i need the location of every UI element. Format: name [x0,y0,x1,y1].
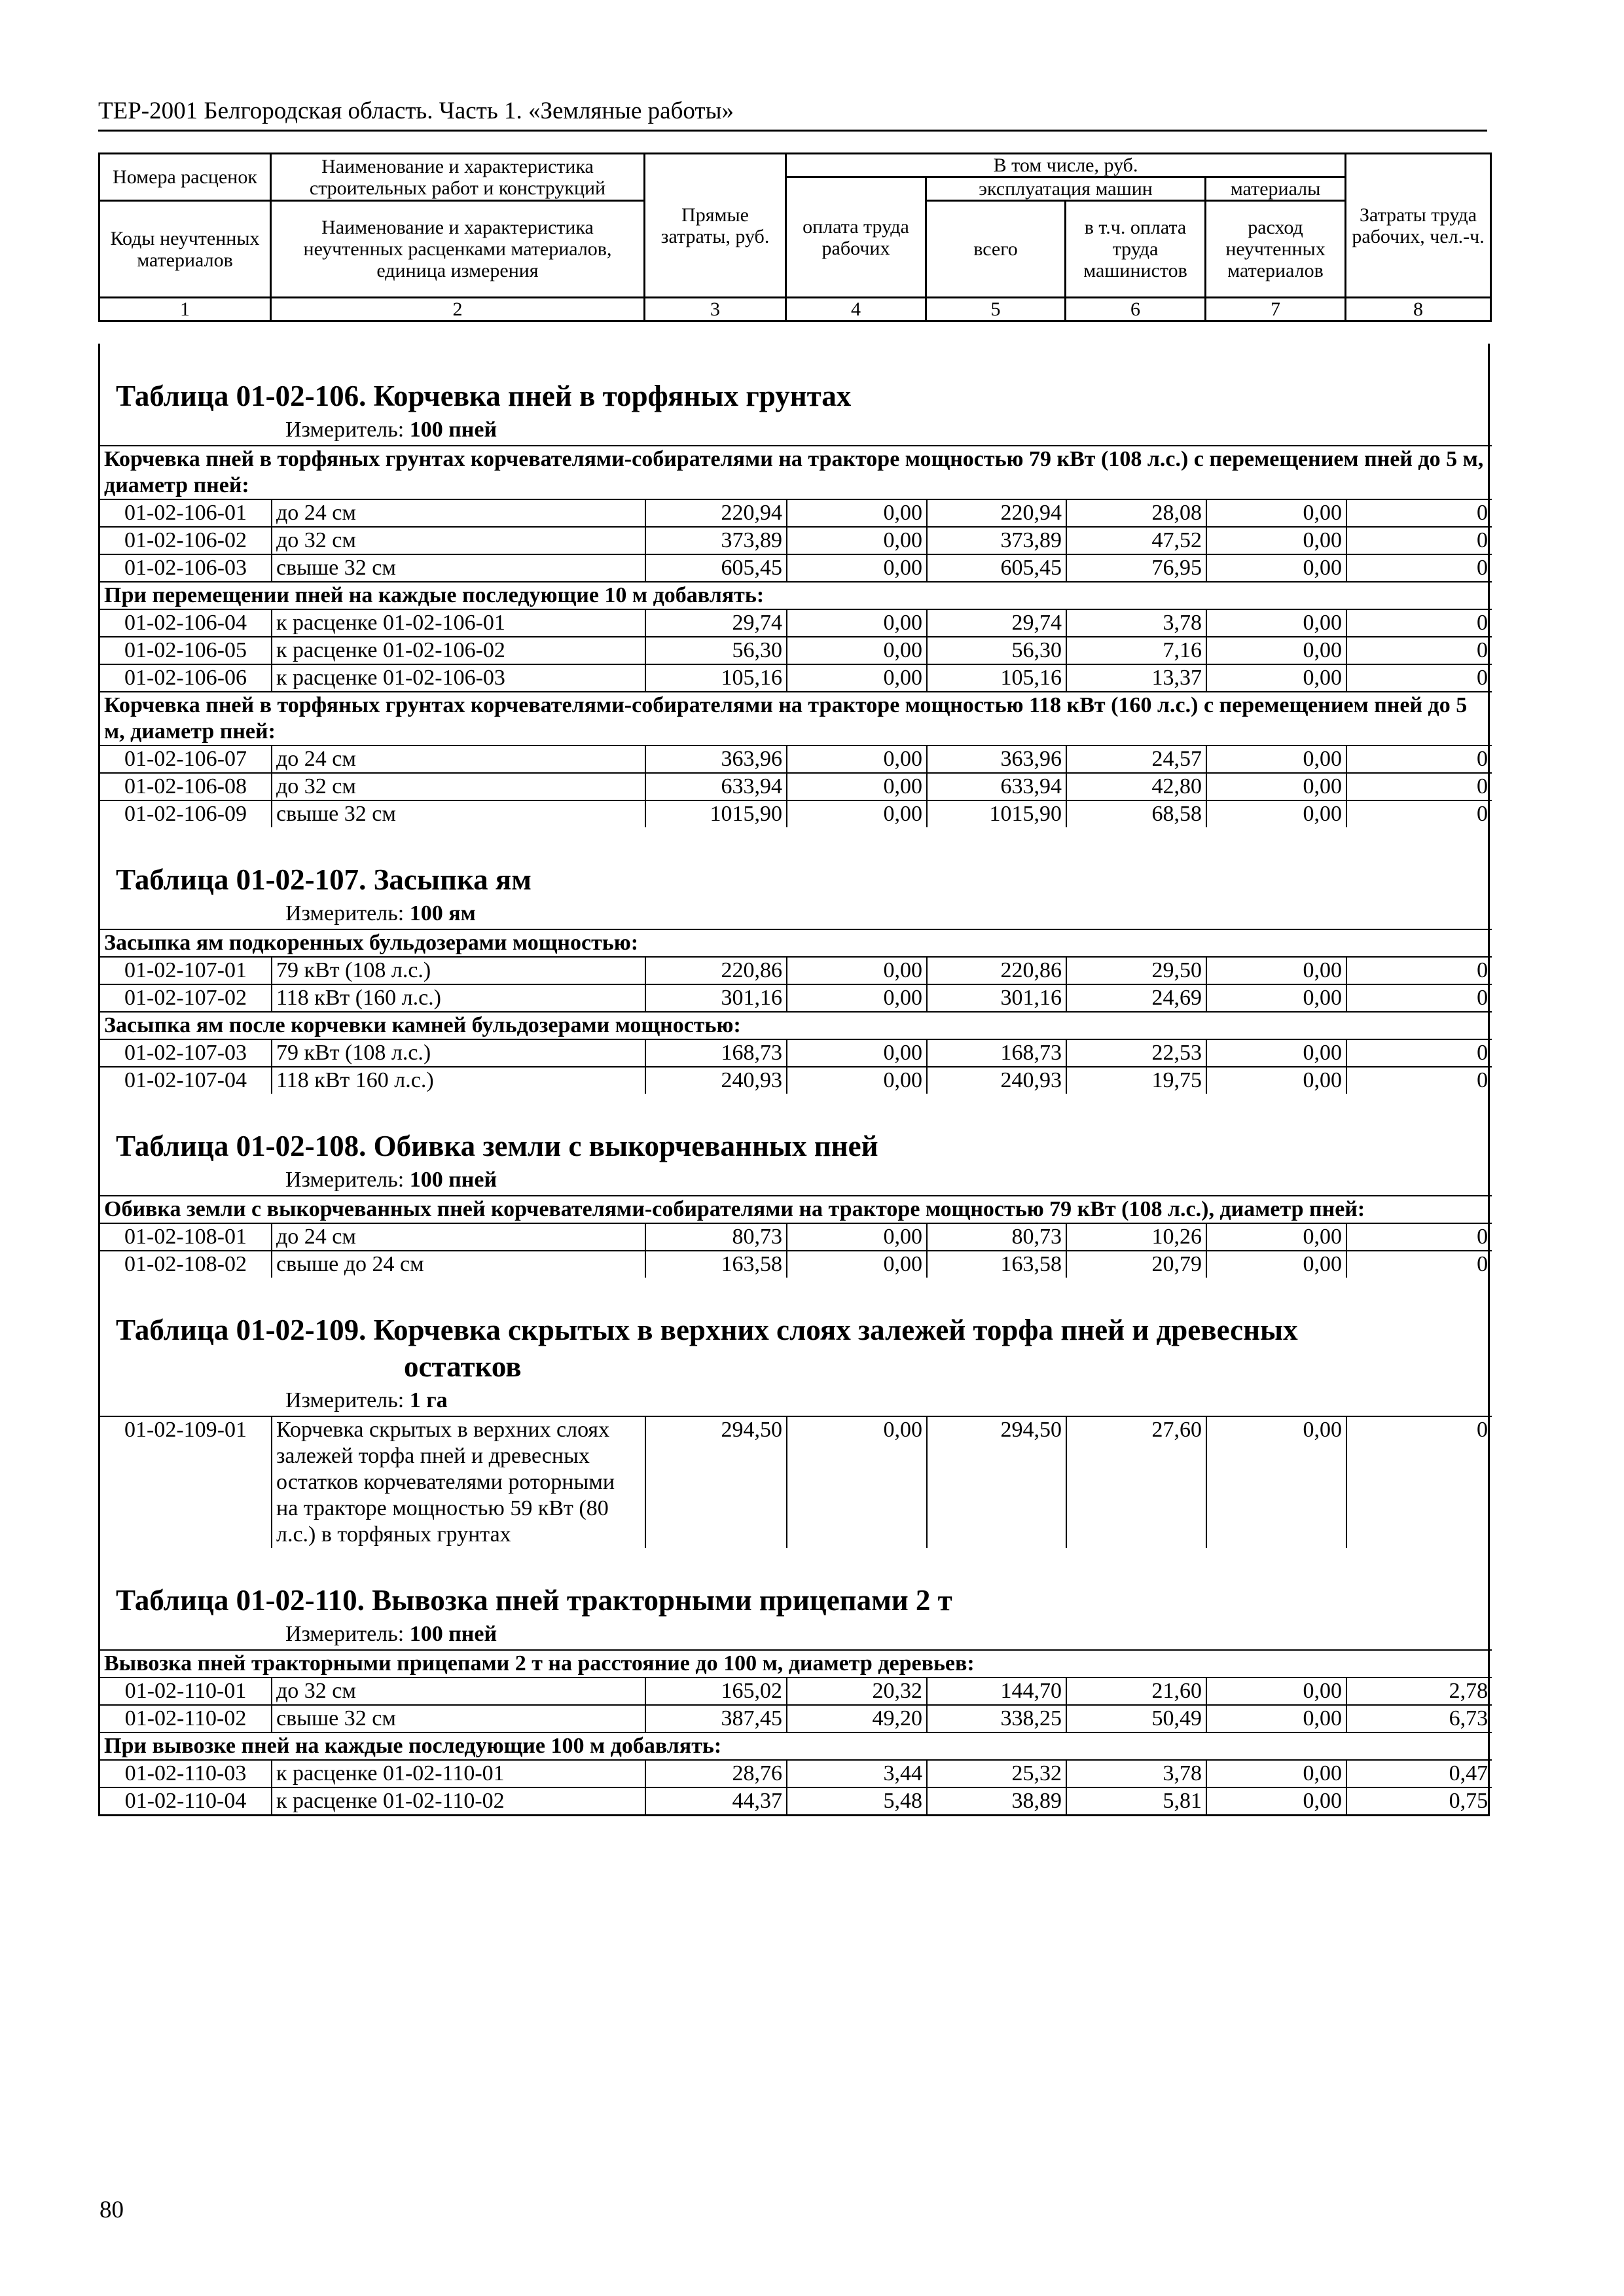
value-cell: 0 [1346,554,1492,582]
value-cell: 0 [1346,637,1492,664]
value-cell: 0,00 [1206,1416,1346,1548]
col-header-worker-pay: оплата труда рабочих [786,177,926,298]
value-cell: 0,00 [1206,984,1346,1012]
rate-code: 01-02-109-01 [100,1416,272,1548]
value-cell: 294,50 [645,1416,787,1548]
value-cell: 0,00 [787,957,927,984]
measure-value: 100 пней [409,1168,497,1192]
rate-code: 01-02-107-04 [100,1067,272,1094]
table-row [100,745,1492,773]
rate-name: к расценке 01-02-110-02 [272,1787,645,1814]
rate-name: к расценке 01-02-106-01 [272,609,645,637]
table-row [100,1677,1492,1705]
table-row [100,1787,1492,1814]
value-cell: 0,00 [1206,1223,1346,1251]
group-header-row [100,1196,1492,1223]
rate-name: к расценке 01-02-106-03 [272,664,645,692]
value-cell: 38,89 [927,1787,1066,1814]
value-cell: 363,96 [927,745,1066,773]
rate-name: свыше 32 см [272,554,645,582]
value-cell: 168,73 [645,1039,787,1067]
measure-label: Измеритель: [285,901,405,925]
value-cell: 56,30 [645,637,787,664]
table-title [100,344,1488,417]
value-cell: 0,00 [1206,637,1346,664]
col-number: 7 [1206,298,1346,321]
rate-name: Корчевка скрытых в верхних слоях залежей торфа пней и древесных остатков корчевателями роторными на тракторе мощностью 59 кВт (80 л.с.) в торфяных грунтах [272,1416,645,1548]
value-cell: 0 [1346,773,1492,800]
value-cell: 240,93 [645,1067,787,1094]
table-title [100,827,1488,901]
measure-value: 100 пней [409,1622,497,1646]
value-cell: 0,00 [787,1039,927,1067]
value-cell: 56,30 [927,637,1066,664]
col-header-direct-costs: Прямые затраты, руб. [645,154,786,298]
group-header-row [100,1012,1492,1039]
value-cell: 22,53 [1066,1039,1206,1067]
table-row [100,1760,1492,1787]
measure-value: 1 га [409,1388,448,1412]
value-cell: 10,26 [1066,1223,1206,1251]
group-header-row [100,1732,1492,1760]
col-header-unaccounted-materials: расход неучтенных материалов [1206,201,1346,298]
col-number: 6 [1066,298,1206,321]
value-cell: 240,93 [927,1067,1066,1094]
value-cell: 76,95 [1066,554,1206,582]
table-row [100,527,1492,554]
rate-code: 01-02-106-03 [100,554,272,582]
table-title [100,1094,1488,1167]
value-cell: 0,00 [1206,1039,1346,1067]
value-cell: 21,60 [1066,1677,1206,1705]
col-header-machines-total: всего [926,201,1066,298]
value-cell: 24,69 [1066,984,1206,1012]
rate-name: до 24 см [272,1223,645,1251]
value-cell: 3,44 [787,1760,927,1787]
value-cell: 0 [1346,1223,1492,1251]
measure-unit [100,901,1488,929]
rate-name: до 32 см [272,773,645,800]
value-cell: 7,16 [1066,637,1206,664]
column-header-table [98,152,1492,322]
rate-name: до 24 см [272,499,645,527]
rate-name: до 24 см [272,745,645,773]
value-cell: 220,86 [927,957,1066,984]
value-cell: 168,73 [927,1039,1066,1067]
value-cell: 0,00 [1206,1787,1346,1814]
value-cell: 0,00 [1206,957,1346,984]
value-cell: 27,60 [1066,1416,1206,1548]
col-header-materials: материалы [1206,177,1346,201]
value-cell: 0,00 [787,800,927,827]
value-cell: 0,00 [1206,1067,1346,1094]
table-row [100,554,1492,582]
value-cell: 144,70 [927,1677,1066,1705]
value-cell: 0,00 [787,984,927,1012]
value-cell: 42,80 [1066,773,1206,800]
table-row [100,499,1492,527]
table-title [100,1548,1488,1621]
rate-table-section [100,827,1488,1094]
value-cell: 387,45 [645,1705,787,1732]
rate-code: 01-02-106-06 [100,664,272,692]
table-title-continuation: остатков [404,1350,522,1383]
table-title [100,1278,1488,1388]
group-description: Обивка земли с выкорчеванных пней корчевателями-собирателями на тракторе мощностью 79 кВт (108 л.с.), диаметр пней: [100,1196,1492,1223]
rate-code: 01-02-107-02 [100,984,272,1012]
table-title-text: Таблица 01-02-106. Корчевка пней в торфяных грунтах [116,380,852,412]
measure-label: Измеритель: [285,1388,405,1412]
col-number: 5 [926,298,1066,321]
value-cell: 29,74 [645,609,787,637]
value-cell: 338,25 [927,1705,1066,1732]
rate-name: до 32 см [272,1677,645,1705]
rate-code: 01-02-106-07 [100,745,272,773]
group-description: При перемещении пней на каждые последующие 10 м добавлять: [100,582,1492,609]
table-row [100,984,1492,1012]
rate-table-section [100,1094,1488,1278]
value-cell: 28,76 [645,1760,787,1787]
value-cell: 0,00 [787,1416,927,1548]
col-header-operator-pay: в т.ч. оплата труда машинистов [1066,201,1206,298]
value-cell: 0,00 [1206,1251,1346,1278]
value-cell: 25,32 [927,1760,1066,1787]
value-cell: 50,49 [1066,1705,1206,1732]
value-cell: 605,45 [927,554,1066,582]
value-cell: 0,00 [1206,499,1346,527]
value-cell: 105,16 [645,664,787,692]
rate-name: до 32 см [272,527,645,554]
value-cell: 633,94 [645,773,787,800]
value-cell: 1015,90 [645,800,787,827]
value-cell: 47,52 [1066,527,1206,554]
value-cell: 0,00 [787,527,927,554]
table-title-text: Таблица 01-02-109. Корчевка скрытых в верхних слоях залежей торфа пней и древесных [116,1314,1298,1346]
value-cell: 13,37 [1066,664,1206,692]
table-row [100,957,1492,984]
measure-unit [100,1167,1488,1195]
value-cell: 0 [1346,1251,1492,1278]
measure-unit [100,1388,1488,1416]
page-number: 80 [99,2197,124,2223]
rates-table [100,1195,1492,1278]
table-row [100,1416,1492,1548]
rate-name: к расценке 01-02-106-02 [272,637,645,664]
measure-label: Измеритель: [285,1168,405,1192]
table-row [100,637,1492,664]
measure-label: Измеритель: [285,1622,405,1646]
value-cell: 0,00 [1206,1760,1346,1787]
value-cell: 19,75 [1066,1067,1206,1094]
rate-code: 01-02-106-04 [100,609,272,637]
rate-name: 79 кВт (108 л.с.) [272,1039,645,1067]
group-header-row [100,929,1492,957]
group-header-row [100,582,1492,609]
value-cell: 0,00 [787,1251,927,1278]
table-title-text: Таблица 01-02-107. Засыпка ям [116,863,532,896]
col-number: 8 [1346,298,1491,321]
table-row [100,1251,1492,1278]
col-header-work-name: Наименование и характеристика строительных работ и конструкций [271,154,645,201]
rate-name: 118 кВт (160 л.с.) [272,984,645,1012]
value-cell: 20,32 [787,1677,927,1705]
rate-code: 01-02-106-05 [100,637,272,664]
table-row [100,664,1492,692]
value-cell: 633,94 [927,773,1066,800]
rate-code: 01-02-106-01 [100,499,272,527]
measure-label: Измеритель: [285,418,405,442]
col-header-material-codes: Коды неучтенных материалов [99,201,271,298]
measure-unit [100,417,1488,445]
measure-unit [100,1621,1488,1649]
value-cell: 0 [1346,984,1492,1012]
value-cell: 29,74 [927,609,1066,637]
value-cell: 5,48 [787,1787,927,1814]
rate-name: свыше до 24 см [272,1251,645,1278]
value-cell: 363,96 [645,745,787,773]
value-cell: 0,00 [1206,1677,1346,1705]
value-cell: 220,94 [927,499,1066,527]
table-row [100,800,1492,827]
value-cell: 0,00 [787,637,927,664]
value-cell: 3,78 [1066,1760,1206,1787]
value-cell: 220,94 [645,499,787,527]
measure-value: 100 ям [409,901,476,925]
table-row [100,1067,1492,1094]
value-cell: 0,00 [1206,664,1346,692]
value-cell: 44,37 [645,1787,787,1814]
rates-body [98,344,1490,1816]
value-cell: 0,00 [1206,554,1346,582]
col-number: 1 [99,298,271,321]
rate-code: 01-02-110-02 [100,1705,272,1732]
value-cell: 0 [1346,609,1492,637]
rate-code: 01-02-108-02 [100,1251,272,1278]
value-cell: 0,00 [1206,745,1346,773]
group-header-row [100,1650,1492,1677]
value-cell: 49,20 [787,1705,927,1732]
value-cell: 0,47 [1346,1760,1492,1787]
value-cell: 0,00 [1206,800,1346,827]
page-header: ТЕР-2001 Белгородская область. Часть 1. «Земляные работы» [98,97,1487,132]
rate-code: 01-02-106-09 [100,800,272,827]
col-header-labor-hours: Затраты труда рабочих, чел.-ч. [1346,154,1491,298]
value-cell: 0 [1346,1039,1492,1067]
value-cell: 20,79 [1066,1251,1206,1278]
value-cell: 0,00 [787,664,927,692]
group-description: При вывозке пней на каждые последующие 100 м добавлять: [100,1732,1492,1760]
value-cell: 29,50 [1066,957,1206,984]
value-cell: 0,75 [1346,1787,1492,1814]
group-description: Корчевка пней в торфяных грунтах корчевателями-собирателями на тракторе мощностью 118 кВт (160 л.с.) с перемещением пней до 5 м, диаметр пней: [100,692,1492,745]
value-cell: 0,00 [1206,527,1346,554]
rates-table [100,445,1492,827]
rates-table [100,1416,1492,1548]
col-header-including: В том числе, руб. [786,154,1346,177]
value-cell: 0,00 [787,499,927,527]
value-cell: 301,16 [645,984,787,1012]
rate-name: свыше 32 см [272,1705,645,1732]
table-row [100,1705,1492,1732]
value-cell: 0,00 [787,773,927,800]
value-cell: 0 [1346,745,1492,773]
value-cell: 294,50 [927,1416,1066,1548]
rate-table-section [100,1278,1488,1548]
group-description: Засыпка ям подкоренных бульдозерами мощностью: [100,929,1492,957]
col-header-machines: эксплуатация машин [926,177,1206,201]
value-cell: 0 [1346,957,1492,984]
table-row [100,1223,1492,1251]
table-title-text: Таблица 01-02-108. Обивка земли с выкорчеванных пней [116,1130,878,1162]
value-cell: 0,00 [787,1067,927,1094]
value-cell: 0,00 [1206,1705,1346,1732]
rate-table-section [100,344,1488,827]
value-cell: 0 [1346,1416,1492,1548]
rate-code: 01-02-107-01 [100,957,272,984]
value-cell: 163,58 [645,1251,787,1278]
measure-value: 100 пней [409,418,497,442]
value-cell: 0,00 [787,1223,927,1251]
value-cell: 301,16 [927,984,1066,1012]
col-header-rate-number: Номера расценок [99,154,271,201]
col-number: 2 [271,298,645,321]
value-cell: 1015,90 [927,800,1066,827]
rate-name: 79 кВт (108 л.с.) [272,957,645,984]
rates-table [100,929,1492,1094]
rate-code: 01-02-110-03 [100,1760,272,1787]
rate-name: 118 кВт 160 л.с.) [272,1067,645,1094]
rate-code: 01-02-107-03 [100,1039,272,1067]
value-cell: 105,16 [927,664,1066,692]
rate-code: 01-02-106-02 [100,527,272,554]
group-description: Засыпка ям после корчевки камней бульдозерами мощностью: [100,1012,1492,1039]
value-cell: 0 [1346,1067,1492,1094]
value-cell: 24,57 [1066,745,1206,773]
value-cell: 0 [1346,800,1492,827]
group-header-row [100,446,1492,499]
value-cell: 165,02 [645,1677,787,1705]
table-row [100,1039,1492,1067]
group-description: Корчевка пней в торфяных грунтах корчевателями-собирателями на тракторе мощностью 79 кВт (108 л.с.) с перемещением пней до 5 м, диаметр пней: [100,446,1492,499]
table-title-text: Таблица 01-02-110. Вывозка пней тракторными прицепами 2 т [116,1584,952,1617]
rate-code: 01-02-106-08 [100,773,272,800]
rate-name: к расценке 01-02-110-01 [272,1760,645,1787]
value-cell: 2,78 [1346,1677,1492,1705]
value-cell: 163,58 [927,1251,1066,1278]
value-cell: 6,73 [1346,1705,1492,1732]
value-cell: 0,00 [1206,773,1346,800]
value-cell: 68,58 [1066,800,1206,827]
rate-code: 01-02-110-01 [100,1677,272,1705]
group-header-row [100,692,1492,745]
col-number: 3 [645,298,786,321]
value-cell: 0,00 [1206,609,1346,637]
value-cell: 80,73 [645,1223,787,1251]
value-cell: 80,73 [927,1223,1066,1251]
rate-code: 01-02-108-01 [100,1223,272,1251]
value-cell: 3,78 [1066,609,1206,637]
col-header-material-names: Наименование и характеристика неучтенных расценками материалов, единица измерения [271,201,645,298]
col-number: 4 [786,298,926,321]
rate-table-section [100,1548,1488,1814]
rates-table [100,1649,1492,1814]
value-cell: 5,81 [1066,1787,1206,1814]
value-cell: 0 [1346,664,1492,692]
rate-name: свыше 32 см [272,800,645,827]
value-cell: 0 [1346,499,1492,527]
rate-code: 01-02-110-04 [100,1787,272,1814]
group-description: Вывозка пней тракторными прицепами 2 т на расстояние до 100 м, диаметр деревьев: [100,1650,1492,1677]
table-row [100,773,1492,800]
value-cell: 0,00 [787,554,927,582]
value-cell: 373,89 [645,527,787,554]
value-cell: 0,00 [787,745,927,773]
value-cell: 0 [1346,527,1492,554]
value-cell: 28,08 [1066,499,1206,527]
value-cell: 605,45 [645,554,787,582]
value-cell: 373,89 [927,527,1066,554]
value-cell: 220,86 [645,957,787,984]
table-row [100,609,1492,637]
value-cell: 0,00 [787,609,927,637]
